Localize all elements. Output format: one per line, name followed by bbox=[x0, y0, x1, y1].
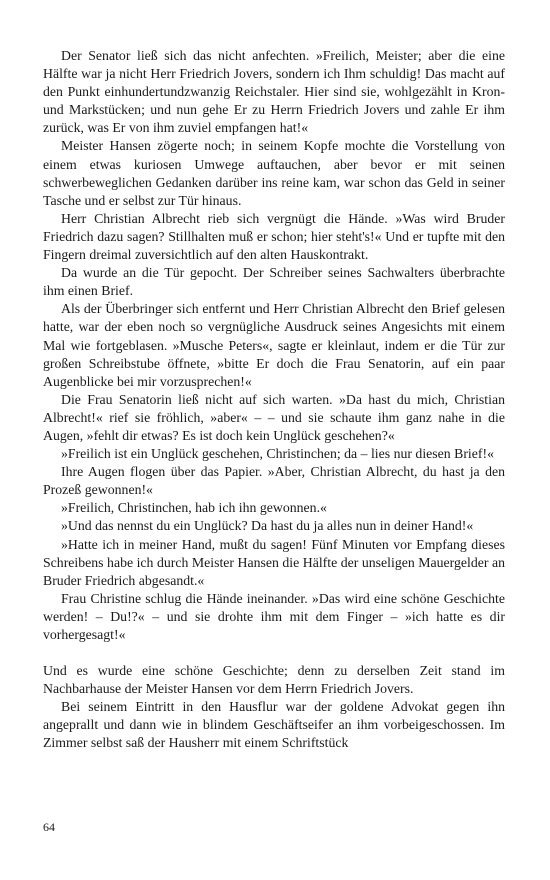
paragraph-11: »Hatte ich in meiner Hand, mußt du sagen! Fünf Minuten vor Empfang dieses Schreibens habe ich durch Meister Hansen die Hälfte der unseligen Mauergelder an Bruder Friedrich abgesandt.« bbox=[43, 536, 505, 588]
book-page-body bbox=[43, 47, 505, 753]
paragraph-8: Ihre Augen flogen über das Papier. »Aber, Christian Albrecht, du hast ja den Prozeß gewonnen!« bbox=[43, 464, 505, 498]
paragraph-1: Der Senator ließ sich das nicht anfechten. »Freilich, Meister; aber die eine Hälfte war ja nicht Herr Friedrich Jovers, sondern ich Ihm schuldig! Das macht auf den Punkt einhundertundzwanzig Reichstaler. Hier sind sie, wohlgezählt in Kron- und Markstücken; und nun gehe Er zu Herrn Friedrich Jovers und zahle Er ihm zurück, was Er von ihm zuviel empfangen hat!« bbox=[43, 48, 505, 136]
paragraph-2: Meister Hansen zögerte noch; in seinem Kopfe mochte die Vorstellung von einem etwas kuriosen Umwege auftauchen, aber bevor er mit seinen schwerbeweglichen Gedanken darüber ins reine kam, war schon das Geld in seiner Tasche und er selbst zur Tür hinaus. bbox=[43, 138, 505, 208]
page-number: 64 bbox=[43, 820, 55, 834]
paragraph-9: »Freilich, Christinchen, hab ich ihn gewonnen.« bbox=[61, 500, 327, 516]
paragraph-4: Da wurde an die Tür gepocht. Der Schreiber seines Sachwalters überbrachte ihm einen Brief. bbox=[43, 265, 505, 299]
paragraph-5: Als der Überbringer sich entfernt und Herr Christian Albrecht den Brief gelesen hatte, war der eben noch so vergnügliche Ausdruck seines Angesichts mit einem Mal wie fortgeblasen. »Musche Peters«, sagte er kleinlaut, indem er die Tür zur großen Schreibstube öffnete, »bitte Er doch die Frau Senatorin, auf ein paar Augenblicke bei mir vorzusprechen!« bbox=[43, 301, 505, 389]
section-start-paragraph: Und es wurde eine schöne Geschichte; denn zu derselben Zeit stand im Nachbarhause der Meister Hansen vor dem Herrn Friedrich Jovers. bbox=[43, 663, 505, 697]
paragraph-10: »Und das nennst du ein Unglück? Da hast du ja alles nun in deiner Hand!« bbox=[61, 518, 474, 534]
paragraph-12: Frau Christine schlug die Hände ineinander. »Das wird eine schöne Geschichte werden! – Du!?« – und sie drohte ihm mit dem Finger – »ich hatte es dir vorhergesagt!« bbox=[43, 590, 505, 642]
paragraph-3: Herr Christian Albrecht rieb sich vergnügt die Hände. »Was wird Bruder Friedrich dazu sagen? Stillhalten muß er schon; hier steht's!« Und er tupfte mit den Fingern dreimal zuversichtlich auf den alten Hauskontrakt. bbox=[43, 210, 505, 263]
paragraph-6: Die Frau Senatorin ließ nicht auf sich warten. »Da hast du mich, Christian Albrecht!« rief sie fröhlich, »aber« – – und sie schaute ihm ganz nahe in die Augen, »fehlt dir etwas? Es ist doch kein Unglück geschehen?« bbox=[43, 391, 505, 443]
paragraph-7: »Freilich ist ein Unglück geschehen, Christinchen; da – lies nur diesen Brief!« bbox=[61, 446, 494, 462]
paragraph-14: Bei seinem Eintritt in den Hausflur war der goldene Advokat gegen ihn angeprallt und dann wie in blindem Geschäftseifer an ihm vorbeigeschossen. Im Zimmer selbst saß der Hausherr mit einem Schriftstück bbox=[43, 699, 505, 751]
